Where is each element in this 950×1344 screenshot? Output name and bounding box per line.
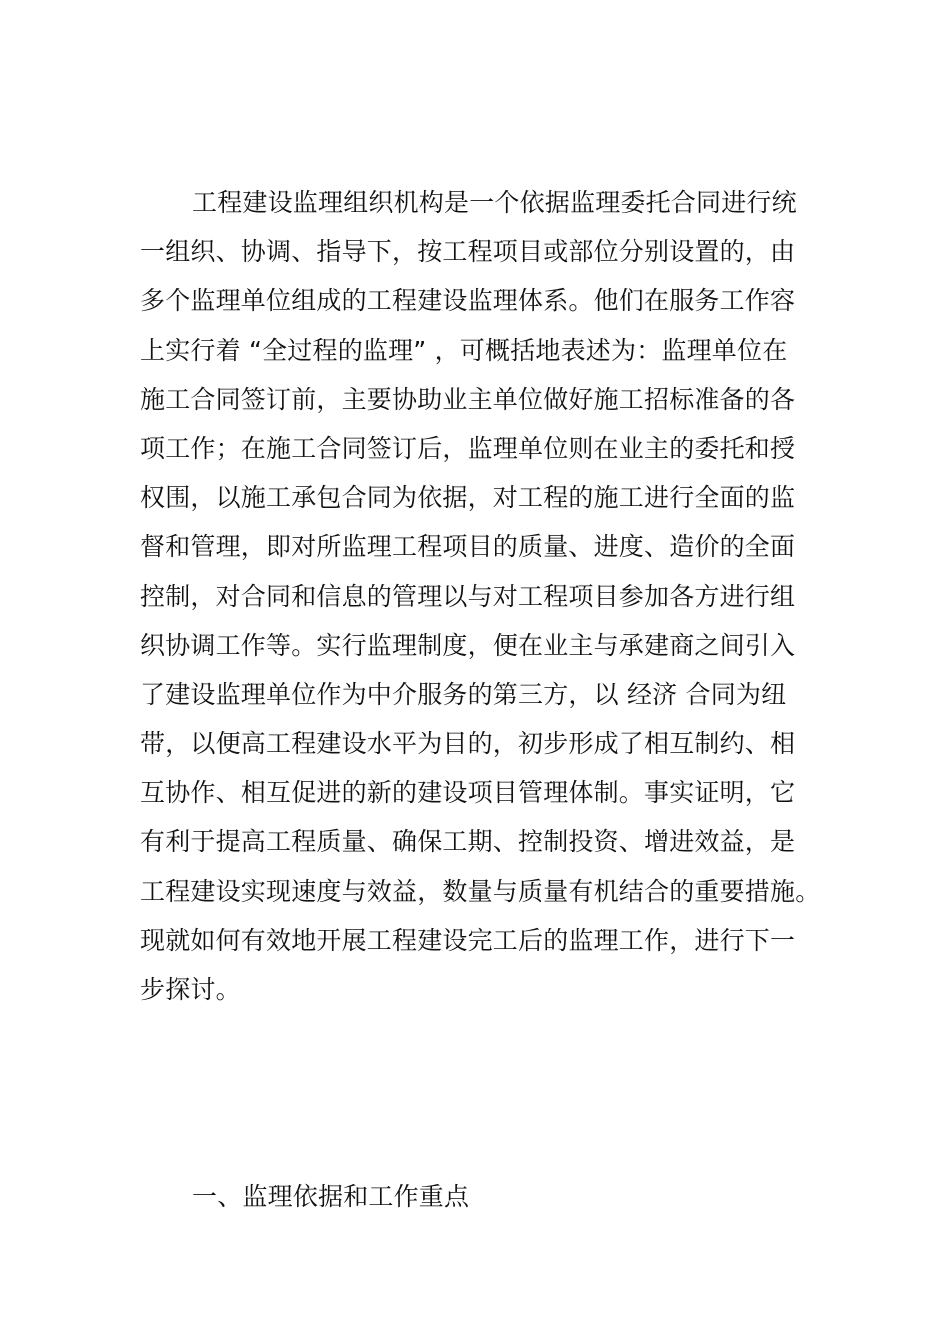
- paragraph-line: 有利于提高工程质量、确保工期、控制投资、增进效益，是: [140, 827, 796, 857]
- paragraph-line: 权围，以施工承包合同为依据，对工程的施工进行全面的监: [140, 483, 796, 513]
- paragraph-line: 工程建设监理组织机构是一个依据监理委托合同进行统: [192, 188, 797, 217]
- paragraph-line: 施工合同签订前，主要协助业主单位做好施工招标准备的各: [140, 384, 796, 414]
- paragraph-line: 一组织、协调、指导下，按工程项目或部位分别设置的，由: [140, 237, 796, 267]
- paragraph-line: 控制，对合同和信息的管理以与对工程项目参加各方进行组: [140, 581, 796, 611]
- paragraph-line: 步探讨。: [140, 975, 241, 1004]
- body-paragraph: [140, 178, 840, 1014]
- section-heading: 一、监理依据和工作重点: [192, 1182, 470, 1211]
- paragraph-line: 上实行着 “全过程的监理” ，可概括地表述为：监理单位在: [140, 335, 788, 365]
- paragraph-line: 互协作、相互促进的新的建设项目管理体制。事实证明，它: [140, 778, 796, 808]
- paragraph-line: 带，以便高工程建设水平为目的，初步形成了相互制约、相: [140, 729, 796, 759]
- paragraph-line: 现就如何有效地开展工程建设完工后的监理工作，进行下一: [140, 925, 796, 955]
- paragraph-line: 项工作；在施工合同签订后，监理单位则在业主的委托和授: [140, 433, 796, 463]
- paragraph-line: 织协调工作等。实行监理制度，便在业主与承建商之间引入: [140, 630, 796, 660]
- paragraph-line: 多个监理单位组成的工程建设监理体系。他们在服务工作容: [140, 286, 796, 316]
- paragraph-line: 了建设监理单位作为中介服务的第三方，以 经济 合同为纽: [140, 679, 787, 709]
- paragraph-line: 工程建设实现速度与效益，数量与质量有机结合的重要措施。: [140, 876, 821, 906]
- paragraph-line: 督和管理，即对所监理工程项目的质量、进度、造价的全面: [140, 532, 796, 562]
